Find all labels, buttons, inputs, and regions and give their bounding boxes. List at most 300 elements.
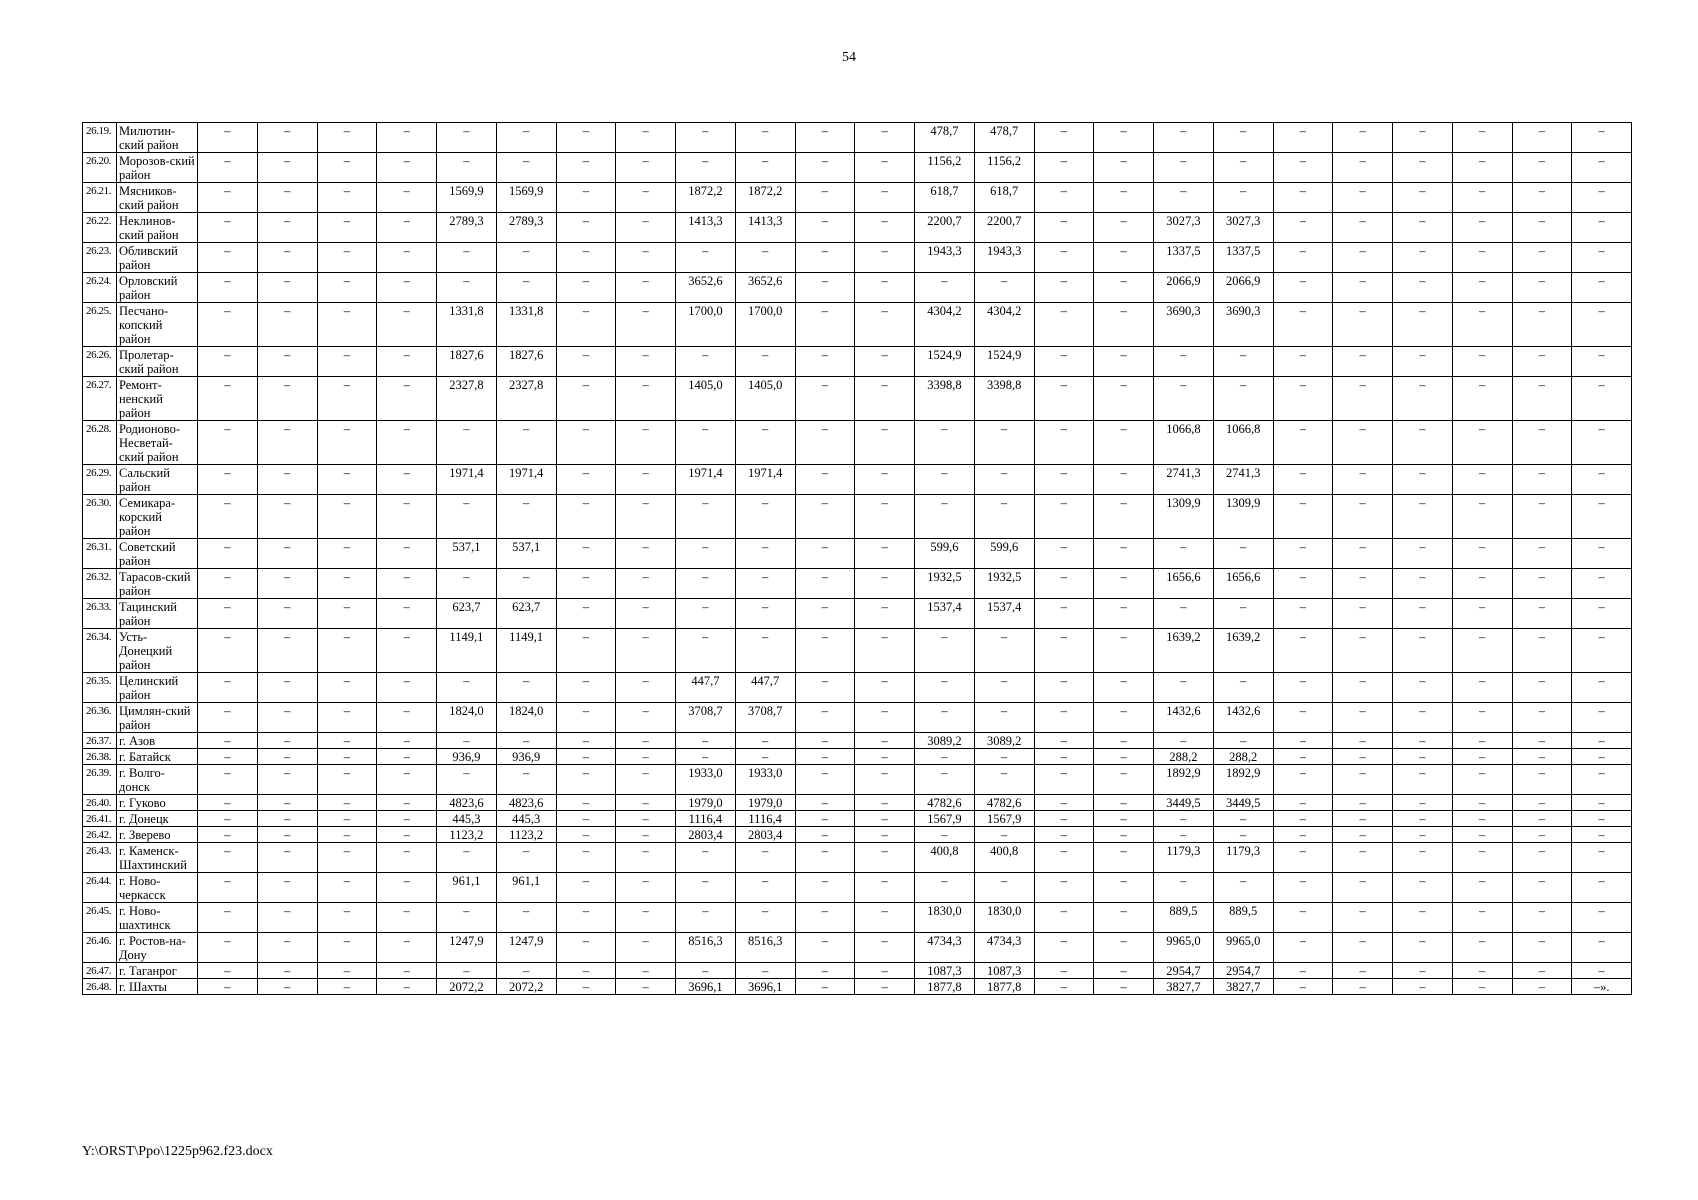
value-cell: –: [257, 153, 317, 183]
value-cell: –: [795, 599, 855, 629]
value-cell: –: [1572, 903, 1632, 933]
value-cell: –: [1273, 963, 1333, 979]
value-cell: –: [974, 421, 1034, 465]
value-cell: –: [1512, 795, 1572, 811]
value-cell: –: [1273, 873, 1333, 903]
value-cell: –: [1094, 963, 1154, 979]
value-cell: –: [1512, 569, 1572, 599]
value-cell: –: [1572, 465, 1632, 495]
row-number-cell: 26.47.: [83, 963, 117, 979]
value-cell: –: [1512, 903, 1572, 933]
table-row: [83, 843, 1632, 873]
value-cell: 1179,3: [1154, 843, 1214, 873]
value-cell: –: [1154, 733, 1214, 749]
value-cell: –: [1213, 599, 1273, 629]
value-cell: –: [257, 979, 317, 995]
value-cell: –: [377, 903, 437, 933]
value-cell: –: [1512, 599, 1572, 629]
value-cell: –: [1273, 495, 1333, 539]
value-cell: –: [616, 495, 676, 539]
value-cell: –: [855, 273, 915, 303]
value-cell: 447,7: [735, 673, 795, 703]
value-cell: –: [1094, 629, 1154, 673]
value-cell: –: [377, 795, 437, 811]
value-cell: –: [616, 153, 676, 183]
value-cell: –: [1333, 123, 1393, 153]
value-cell: –: [676, 843, 736, 873]
value-cell: –: [1333, 465, 1393, 495]
value-cell: –: [1094, 979, 1154, 995]
value-cell: –: [437, 421, 497, 465]
value-cell: –: [676, 873, 736, 903]
value-cell: –: [1393, 933, 1453, 963]
value-cell: –: [317, 213, 377, 243]
value-cell: –: [1273, 749, 1333, 765]
value-cell: –: [1154, 673, 1214, 703]
value-cell: –: [1393, 213, 1453, 243]
value-cell: –: [377, 421, 437, 465]
value-cell: 936,9: [496, 749, 556, 765]
value-cell: 9965,0: [1154, 933, 1214, 963]
value-cell: –: [1512, 273, 1572, 303]
district-name-cell: г. Ново-шахтинск: [117, 903, 198, 933]
value-cell: –: [1572, 213, 1632, 243]
value-cell: –: [556, 765, 616, 795]
value-cell: –: [855, 933, 915, 963]
value-cell: –: [616, 703, 676, 733]
value-cell: –: [974, 827, 1034, 843]
value-cell: 1933,0: [676, 765, 736, 795]
table-row: [83, 539, 1632, 569]
row-number-cell: 26.34.: [83, 629, 117, 673]
value-cell: 2803,4: [735, 827, 795, 843]
value-cell: –: [377, 347, 437, 377]
value-cell: 889,5: [1213, 903, 1273, 933]
value-cell: –: [496, 243, 556, 273]
value-cell: 288,2: [1213, 749, 1273, 765]
row-number-cell: 26.30.: [83, 495, 117, 539]
value-cell: –: [676, 153, 736, 183]
value-cell: –: [198, 213, 258, 243]
value-cell: –: [317, 421, 377, 465]
value-cell: –: [1273, 465, 1333, 495]
value-cell: –: [1094, 795, 1154, 811]
value-cell: –: [1333, 811, 1393, 827]
value-cell: –: [556, 795, 616, 811]
value-cell: –: [556, 933, 616, 963]
value-cell: –: [1512, 963, 1572, 979]
table-row: [83, 303, 1632, 347]
value-cell: –: [317, 843, 377, 873]
value-cell: –: [1393, 421, 1453, 465]
value-cell: –: [317, 811, 377, 827]
value-cell: –: [1572, 377, 1632, 421]
value-cell: –: [1393, 465, 1453, 495]
value-cell: –: [317, 873, 377, 903]
value-cell: –: [795, 963, 855, 979]
value-cell: –: [795, 213, 855, 243]
value-cell: –: [257, 749, 317, 765]
value-cell: –: [437, 273, 497, 303]
value-cell: –: [1333, 733, 1393, 749]
value-cell: 3690,3: [1154, 303, 1214, 347]
value-cell: –: [616, 795, 676, 811]
value-cell: –: [377, 873, 437, 903]
value-cell: –: [735, 347, 795, 377]
value-cell: –: [257, 733, 317, 749]
value-cell: 618,7: [915, 183, 975, 213]
value-cell: –: [1452, 827, 1512, 843]
value-cell: –: [1452, 765, 1512, 795]
value-cell: –: [1512, 629, 1572, 673]
value-cell: –: [616, 873, 676, 903]
value-cell: –: [377, 933, 437, 963]
value-cell: 3027,3: [1213, 213, 1273, 243]
value-cell: –: [1512, 213, 1572, 243]
value-cell: –: [496, 123, 556, 153]
value-cell: 1116,4: [735, 811, 795, 827]
value-cell: 1309,9: [1154, 495, 1214, 539]
value-cell: –: [1094, 273, 1154, 303]
value-cell: 2072,2: [496, 979, 556, 995]
value-cell: 3652,6: [676, 273, 736, 303]
value-cell: 1331,8: [496, 303, 556, 347]
value-cell: 1892,9: [1213, 765, 1273, 795]
value-cell: –: [377, 629, 437, 673]
district-name-cell: Целинский район: [117, 673, 198, 703]
district-name-cell: Цимлян-ский район: [117, 703, 198, 733]
value-cell: –: [1333, 599, 1393, 629]
value-cell: –: [198, 539, 258, 569]
value-cell: –: [855, 827, 915, 843]
value-cell: –: [377, 273, 437, 303]
value-cell: –: [1154, 827, 1214, 843]
value-cell: –: [616, 377, 676, 421]
value-cell: –: [1273, 539, 1333, 569]
value-cell: –: [377, 213, 437, 243]
value-cell: –: [616, 827, 676, 843]
value-cell: 9965,0: [1213, 933, 1273, 963]
value-cell: –: [1452, 465, 1512, 495]
value-cell: –: [1452, 673, 1512, 703]
value-cell: –: [257, 811, 317, 827]
value-cell: –: [795, 933, 855, 963]
value-cell: 2741,3: [1213, 465, 1273, 495]
value-cell: –: [616, 539, 676, 569]
value-cell: –: [1512, 495, 1572, 539]
value-cell: –: [1273, 273, 1333, 303]
district-name-cell: г. Гуково: [117, 795, 198, 811]
value-cell: –: [616, 933, 676, 963]
value-cell: 288,2: [1154, 749, 1214, 765]
value-cell: –: [496, 153, 556, 183]
value-cell: –: [1273, 673, 1333, 703]
district-name-cell: г. Ново-черкасск: [117, 873, 198, 903]
value-cell: –: [556, 599, 616, 629]
district-name-cell: г. Азов: [117, 733, 198, 749]
value-cell: –: [1034, 873, 1094, 903]
value-cell: –: [1452, 123, 1512, 153]
value-cell: 2200,7: [915, 213, 975, 243]
value-cell: –: [198, 465, 258, 495]
value-cell: 2327,8: [496, 377, 556, 421]
value-cell: 4304,2: [974, 303, 1034, 347]
value-cell: 3089,2: [915, 733, 975, 749]
district-name-cell: г. Волго-донск: [117, 765, 198, 795]
value-cell: 2327,8: [437, 377, 497, 421]
value-cell: –: [1452, 843, 1512, 873]
value-cell: –: [1094, 421, 1154, 465]
value-cell: –: [616, 569, 676, 599]
value-cell: 2803,4: [676, 827, 736, 843]
value-cell: 1824,0: [496, 703, 556, 733]
value-cell: –: [1333, 421, 1393, 465]
value-cell: –: [437, 153, 497, 183]
value-cell: –: [1034, 629, 1094, 673]
value-cell: 1656,6: [1213, 569, 1273, 599]
value-cell: –: [556, 273, 616, 303]
row-number-cell: 26.26.: [83, 347, 117, 377]
value-cell: 3696,1: [735, 979, 795, 995]
value-cell: –: [795, 243, 855, 273]
value-cell: –: [1094, 811, 1154, 827]
value-cell: –: [616, 183, 676, 213]
value-cell: –: [1572, 843, 1632, 873]
value-cell: –: [1572, 749, 1632, 765]
value-cell: –: [198, 765, 258, 795]
value-cell: –: [1034, 347, 1094, 377]
value-cell: –: [915, 421, 975, 465]
value-cell: 1971,4: [735, 465, 795, 495]
value-cell: –: [496, 273, 556, 303]
value-cell: –».: [1572, 979, 1632, 995]
value-cell: 537,1: [496, 539, 556, 569]
value-cell: 1156,2: [974, 153, 1034, 183]
value-cell: –: [1572, 933, 1632, 963]
value-cell: –: [915, 673, 975, 703]
row-number-cell: 26.46.: [83, 933, 117, 963]
row-number-cell: 26.41.: [83, 811, 117, 827]
value-cell: –: [1034, 465, 1094, 495]
value-cell: –: [1393, 495, 1453, 539]
value-cell: –: [1572, 827, 1632, 843]
district-name-cell: Неклинов-ский район: [117, 213, 198, 243]
value-cell: –: [1333, 303, 1393, 347]
value-cell: –: [1213, 153, 1273, 183]
value-cell: –: [1273, 795, 1333, 811]
value-cell: –: [556, 963, 616, 979]
table-row: [83, 629, 1632, 673]
value-cell: 447,7: [676, 673, 736, 703]
value-cell: –: [257, 827, 317, 843]
value-cell: –: [556, 703, 616, 733]
table-row: [83, 749, 1632, 765]
value-cell: 1943,3: [974, 243, 1034, 273]
value-cell: –: [1512, 873, 1572, 903]
value-cell: 2072,2: [437, 979, 497, 995]
value-cell: 1943,3: [915, 243, 975, 273]
value-cell: 618,7: [974, 183, 1034, 213]
value-cell: –: [855, 421, 915, 465]
value-cell: –: [1034, 963, 1094, 979]
value-cell: –: [1213, 811, 1273, 827]
value-cell: 1149,1: [496, 629, 556, 673]
value-cell: –: [915, 273, 975, 303]
table-row: [83, 243, 1632, 273]
value-cell: –: [795, 795, 855, 811]
value-cell: –: [317, 979, 377, 995]
value-cell: –: [257, 599, 317, 629]
district-name-cell: Советский район: [117, 539, 198, 569]
value-cell: –: [377, 733, 437, 749]
value-cell: –: [735, 903, 795, 933]
value-cell: –: [496, 421, 556, 465]
value-cell: –: [1393, 827, 1453, 843]
value-cell: –: [1273, 599, 1333, 629]
value-cell: –: [377, 539, 437, 569]
value-cell: –: [257, 495, 317, 539]
value-cell: –: [1572, 795, 1632, 811]
value-cell: –: [915, 465, 975, 495]
value-cell: 2789,3: [496, 213, 556, 243]
value-cell: –: [795, 703, 855, 733]
value-cell: –: [735, 421, 795, 465]
value-cell: –: [616, 273, 676, 303]
value-cell: –: [616, 903, 676, 933]
value-cell: –: [198, 749, 258, 765]
value-cell: –: [974, 273, 1034, 303]
value-cell: –: [1273, 827, 1333, 843]
value-cell: –: [1094, 213, 1154, 243]
value-cell: 1087,3: [974, 963, 1034, 979]
value-cell: –: [795, 811, 855, 827]
value-cell: –: [377, 123, 437, 153]
table-row: [83, 703, 1632, 733]
district-name-cell: г. Шахты: [117, 979, 198, 995]
district-name-cell: Пролетар-ский район: [117, 347, 198, 377]
value-cell: –: [1512, 123, 1572, 153]
value-cell: –: [1213, 347, 1273, 377]
value-cell: –: [1333, 569, 1393, 599]
value-cell: 1877,8: [915, 979, 975, 995]
value-cell: –: [855, 703, 915, 733]
table-row: [83, 733, 1632, 749]
value-cell: –: [198, 495, 258, 539]
value-cell: –: [1094, 347, 1154, 377]
value-cell: –: [1572, 273, 1632, 303]
value-cell: –: [257, 873, 317, 903]
value-cell: –: [198, 827, 258, 843]
value-cell: –: [317, 749, 377, 765]
value-cell: 2954,7: [1154, 963, 1214, 979]
district-name-cell: г. Таганрог: [117, 963, 198, 979]
value-cell: –: [556, 539, 616, 569]
value-cell: –: [795, 539, 855, 569]
value-cell: –: [735, 963, 795, 979]
value-cell: –: [1393, 629, 1453, 673]
table-row: [83, 811, 1632, 827]
table-row: [83, 347, 1632, 377]
value-cell: –: [198, 421, 258, 465]
value-cell: –: [317, 599, 377, 629]
value-cell: –: [1452, 903, 1512, 933]
value-cell: –: [1273, 903, 1333, 933]
value-cell: –: [257, 243, 317, 273]
value-cell: –: [377, 703, 437, 733]
value-cell: –: [1393, 303, 1453, 347]
value-cell: –: [1512, 979, 1572, 995]
value-cell: –: [257, 213, 317, 243]
value-cell: –: [1034, 213, 1094, 243]
value-cell: 1971,4: [676, 465, 736, 495]
value-cell: 8516,3: [676, 933, 736, 963]
value-cell: –: [1034, 377, 1094, 421]
value-cell: 1116,4: [676, 811, 736, 827]
value-cell: –: [1094, 303, 1154, 347]
value-cell: –: [1572, 873, 1632, 903]
table-row: [83, 495, 1632, 539]
value-cell: –: [616, 673, 676, 703]
value-cell: –: [1512, 843, 1572, 873]
value-cell: –: [915, 765, 975, 795]
value-cell: 623,7: [437, 599, 497, 629]
value-cell: –: [257, 539, 317, 569]
value-cell: –: [616, 629, 676, 673]
value-cell: 1432,6: [1154, 703, 1214, 733]
row-number-cell: 26.48.: [83, 979, 117, 995]
value-cell: –: [377, 827, 437, 843]
value-cell: 4782,6: [915, 795, 975, 811]
value-cell: –: [915, 749, 975, 765]
value-cell: –: [1034, 933, 1094, 963]
value-cell: –: [496, 765, 556, 795]
table-row: [83, 599, 1632, 629]
page-number: 54: [842, 50, 856, 65]
value-cell: –: [198, 599, 258, 629]
value-cell: –: [1333, 347, 1393, 377]
value-cell: 4734,3: [915, 933, 975, 963]
value-cell: –: [795, 303, 855, 347]
value-cell: –: [556, 733, 616, 749]
value-cell: 3827,7: [1213, 979, 1273, 995]
value-cell: –: [974, 629, 1034, 673]
value-cell: –: [1452, 811, 1512, 827]
value-cell: –: [855, 213, 915, 243]
value-cell: –: [317, 273, 377, 303]
value-cell: –: [676, 963, 736, 979]
value-cell: –: [735, 873, 795, 903]
value-cell: 1932,5: [915, 569, 975, 599]
value-cell: –: [616, 347, 676, 377]
value-cell: 3089,2: [974, 733, 1034, 749]
row-number-cell: 26.33.: [83, 599, 117, 629]
value-cell: –: [496, 569, 556, 599]
value-cell: –: [1034, 569, 1094, 599]
value-cell: –: [1333, 243, 1393, 273]
table-row: [83, 377, 1632, 421]
value-cell: –: [1452, 795, 1512, 811]
value-cell: –: [974, 673, 1034, 703]
value-cell: –: [556, 495, 616, 539]
value-cell: 3398,8: [974, 377, 1034, 421]
value-cell: –: [437, 569, 497, 599]
value-cell: –: [1572, 629, 1632, 673]
value-cell: 1569,9: [496, 183, 556, 213]
value-cell: –: [1393, 599, 1453, 629]
value-cell: –: [437, 843, 497, 873]
value-cell: 2066,9: [1154, 273, 1214, 303]
district-name-cell: Песчано-копский район: [117, 303, 198, 347]
